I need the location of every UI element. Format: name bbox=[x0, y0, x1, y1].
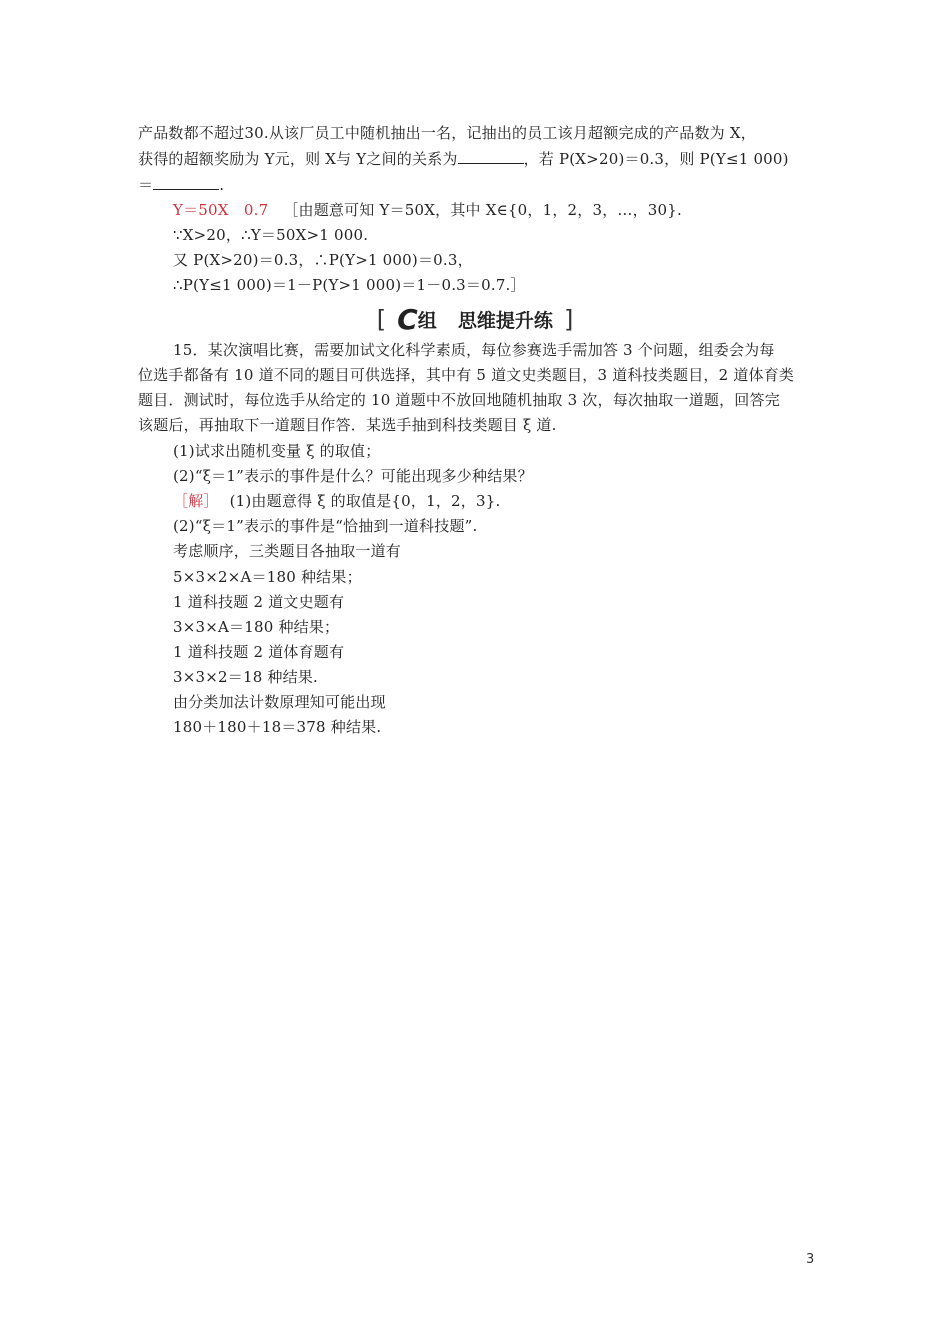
problem-14-line-3-part-1: ＝ bbox=[138, 176, 154, 194]
problem-15-line-1: 15．某次演唱比赛，需要加试文化科学素质，每位参赛选手需加答 3 个问题，组委会为每 bbox=[173, 341, 775, 359]
problem-14-line-3-part-2: . bbox=[219, 176, 225, 194]
section-banner bbox=[0, 303, 950, 336]
solution-15-line-1 bbox=[173, 491, 500, 511]
solution-14-explanation: ［由题意可知 Y＝50X，其中 X∈{0，1，2，3，…，30}. bbox=[283, 201, 683, 219]
answer-blank-2 bbox=[153, 175, 219, 190]
solution-14-line-3: 又 P(X>20)＝0.3，∴P(Y>1 000)＝0.3， bbox=[173, 251, 473, 269]
solution-15-line-2: (2)“ξ＝1”表示的事件是“恰抽到一道科技题”. bbox=[173, 517, 478, 535]
solution-14-line-2: ∵X>20，∴Y＝50X>1 000. bbox=[173, 226, 369, 244]
banner-bracket-right: ] bbox=[563, 305, 574, 334]
solution-14-line-1 bbox=[173, 200, 682, 220]
banner-title: 思维提升练 bbox=[457, 310, 553, 332]
problem-14-line-3 bbox=[138, 175, 224, 195]
solution-15-line-5: 1 道科技题 2 道文史题有 bbox=[173, 593, 345, 611]
problem-14-line-2-part-2: ，若 P(X>20)＝0.3，则 P(Y≤1 000) bbox=[523, 150, 789, 168]
banner-group-label: 组 bbox=[417, 310, 437, 332]
problem-15-line-3: 题目．测试时，每位选手从给定的 10 道题中不放回地随机抽取 3 次，每次抽取一道题，回答完 bbox=[138, 391, 780, 409]
banner-bracket-left: [ bbox=[376, 305, 387, 334]
solution-label: ［解］ bbox=[173, 492, 219, 510]
solution-15-line-6: 3×3×A＝180 种结果； bbox=[173, 618, 340, 636]
problem-14-line-2-part-1: 获得的超额奖励为 Y元，则 X与 Y之间的关系为 bbox=[138, 150, 458, 168]
problem-15-line-4: 该题后，再抽取下一道题目作答．某选手抽到科技类题目 ξ 道. bbox=[138, 416, 557, 434]
solution-15-part-1: (1)由题意得 ξ 的取值是{0，1，2，3}. bbox=[229, 492, 501, 510]
answer-label: Y＝50X 0.7 bbox=[173, 201, 269, 219]
answer-blank-1 bbox=[458, 149, 524, 164]
banner-group-letter: C bbox=[397, 303, 418, 336]
problem-15-line-2: 位选手都备有 10 道不同的题目可供选择，其中有 5 道文史类题目，3 道科技类题目，2 道体育类 bbox=[138, 366, 795, 384]
solution-15-line-10: 180＋180＋18＝378 种结果. bbox=[173, 718, 382, 736]
page-number: 3 bbox=[806, 1252, 815, 1267]
solution-15-line-7: 1 道科技题 2 道体育题有 bbox=[173, 643, 345, 661]
problem-14-line-2 bbox=[138, 149, 789, 169]
problem-15-question-1: (1)试求出随机变量 ξ 的取值； bbox=[173, 442, 381, 460]
problem-15-question-2: (2)“ξ＝1”表示的事件是什么？可能出现多少种结果？ bbox=[173, 467, 533, 485]
solution-14-line-4: ∴P(Y≤1 000)＝1－P(Y>1 000)＝1－0.3＝0.7.］ bbox=[173, 276, 526, 294]
solution-15-line-4: 5×3×2×A＝180 种结果； bbox=[173, 568, 362, 586]
problem-14-line-1: 产品数都不超过30.从该厂员工中随机抽出一名，记抽出的员工该月超额完成的产品数为 X， bbox=[138, 124, 756, 142]
solution-15-line-8: 3×3×2＝18 种结果. bbox=[173, 668, 318, 686]
solution-15-line-9: 由分类加法计数原理知可能出现 bbox=[173, 693, 386, 711]
solution-15-line-3: 考虑顺序，三类题目各抽取一道有 bbox=[173, 542, 402, 560]
